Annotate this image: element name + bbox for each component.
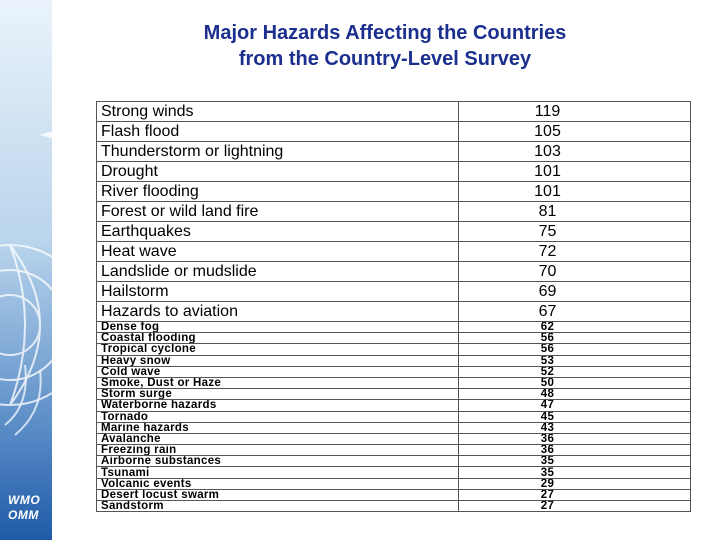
- hazard-count: 45: [459, 411, 691, 422]
- table-row: [97, 445, 691, 456]
- table-row: [97, 122, 691, 142]
- hazard-name: Sandstorm: [97, 501, 459, 512]
- hazard-count: 36: [459, 445, 691, 456]
- hazard-name: Tornado: [97, 411, 459, 422]
- table-row: [97, 377, 691, 388]
- hazard-count: 35: [459, 467, 691, 478]
- hazard-name: Freezing rain: [97, 445, 459, 456]
- hazard-name: Heat wave: [97, 242, 459, 262]
- hazard-count: 62: [459, 322, 691, 333]
- table-row: [97, 344, 691, 355]
- table-row: [97, 400, 691, 411]
- wmo-logo: [8, 493, 40, 523]
- table-row: [97, 142, 691, 162]
- table-row: [97, 478, 691, 489]
- hazard-name: Drought: [97, 162, 459, 182]
- table-row: [97, 202, 691, 222]
- hazard-name: Landslide or mudslide: [97, 262, 459, 282]
- hazard-count: 101: [459, 162, 691, 182]
- hazard-count: 103: [459, 142, 691, 162]
- hazard-name: Thunderstorm or lightning: [97, 142, 459, 162]
- hazard-count: 56: [459, 344, 691, 355]
- hazard-name: Airborne substances: [97, 456, 459, 467]
- hazard-name: Earthquakes: [97, 222, 459, 242]
- hazard-count: 70: [459, 262, 691, 282]
- hazard-name: Waterborne hazards: [97, 400, 459, 411]
- hazard-count: 43: [459, 422, 691, 433]
- hazard-name: Tsunami: [97, 467, 459, 478]
- hazard-name: Flash flood: [97, 122, 459, 142]
- table-row: [97, 242, 691, 262]
- hazard-count: 36: [459, 433, 691, 444]
- table-row: [97, 433, 691, 444]
- hazard-count: 75: [459, 222, 691, 242]
- hazard-name: Cold wave: [97, 366, 459, 377]
- hazard-name: Avalanche: [97, 433, 459, 444]
- hazard-count: 52: [459, 366, 691, 377]
- title-line-1: Major Hazards Affecting the Countries: [203, 22, 567, 44]
- hazard-name: River flooding: [97, 182, 459, 202]
- table-row: [97, 322, 691, 333]
- hazard-name: Coastal flooding: [97, 333, 459, 344]
- hazard-count: 105: [459, 122, 691, 142]
- table-row: [97, 489, 691, 500]
- table-row: [97, 333, 691, 344]
- hazard-count: 101: [459, 182, 691, 202]
- table-row: [97, 422, 691, 433]
- hazard-name: Volcanic events: [97, 478, 459, 489]
- hazard-count: 35: [459, 456, 691, 467]
- logo-line-1: WMO: [8, 493, 41, 507]
- table-row: [97, 102, 691, 122]
- table-row: [97, 355, 691, 366]
- hazard-name: Hailstorm: [97, 282, 459, 302]
- table-row: [97, 411, 691, 422]
- slide-title: [100, 20, 670, 72]
- table-row: [97, 467, 691, 478]
- hazard-count: 27: [459, 501, 691, 512]
- hazard-name: Dense fog: [97, 322, 459, 333]
- table-row: [97, 366, 691, 377]
- hazard-count: 48: [459, 389, 691, 400]
- hazard-name: Storm surge: [97, 389, 459, 400]
- hazard-count: 50: [459, 377, 691, 388]
- hazard-name: Forest or wild land fire: [97, 202, 459, 222]
- hazard-count: 27: [459, 489, 691, 500]
- table-row: [97, 389, 691, 400]
- table-row: [97, 456, 691, 467]
- table-row: [97, 182, 691, 202]
- hazard-count: 29: [459, 478, 691, 489]
- table-row: [97, 282, 691, 302]
- logo-line-2: OMM: [8, 508, 39, 522]
- hazard-count: 53: [459, 355, 691, 366]
- hazard-name: Smoke, Dust or Haze: [97, 377, 459, 388]
- hazard-name: Marine hazards: [97, 422, 459, 433]
- table-row: [97, 501, 691, 512]
- hazard-name: Hazards to aviation: [97, 302, 459, 322]
- wmo-emblem-icon: [0, 95, 90, 455]
- hazard-name: Heavy snow: [97, 355, 459, 366]
- hazard-count: 47: [459, 400, 691, 411]
- hazard-count: 67: [459, 302, 691, 322]
- table-row: [97, 262, 691, 282]
- hazard-count: 119: [459, 102, 691, 122]
- title-line-2: from the Country-Level Survey: [238, 48, 532, 70]
- hazard-count: 56: [459, 333, 691, 344]
- hazard-count: 81: [459, 202, 691, 222]
- hazard-name: Strong winds: [97, 102, 459, 122]
- hazards-table: [96, 101, 691, 512]
- hazard-name: Tropical cyclone: [97, 344, 459, 355]
- hazard-count: 72: [459, 242, 691, 262]
- table-row: [97, 302, 691, 322]
- hazard-count: 69: [459, 282, 691, 302]
- table-row: [97, 162, 691, 182]
- hazard-name: Desert locust swarm: [97, 489, 459, 500]
- table-row: [97, 222, 691, 242]
